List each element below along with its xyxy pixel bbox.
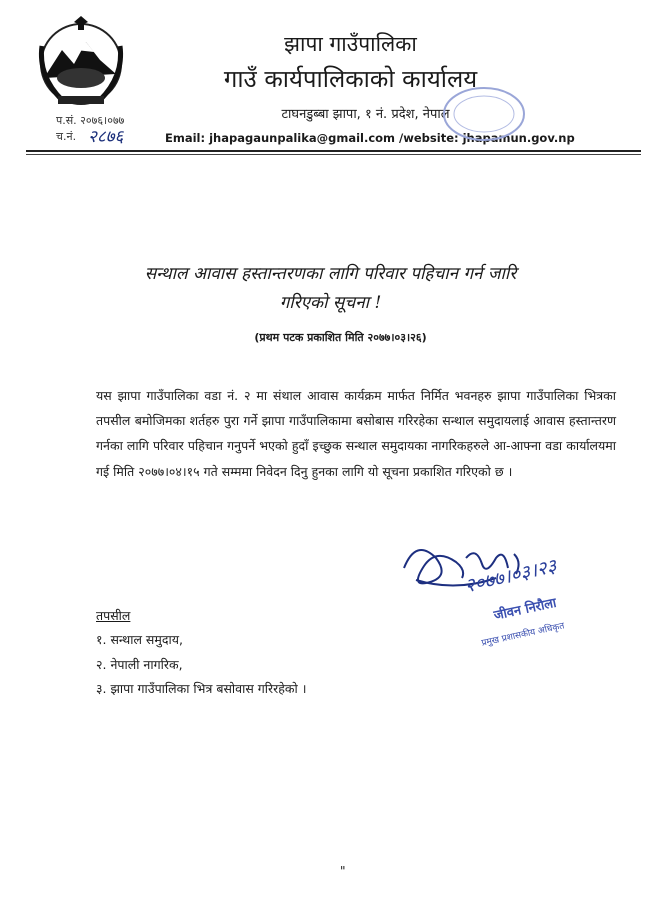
signature-date: २०७७।०३।२३ [462, 554, 559, 598]
conditions-heading: तपसील [96, 608, 131, 623]
list-item: २. नेपाली नागरिक, [96, 657, 183, 672]
office-title: गाउँ कार्यपालिकाको कार्यालय [223, 65, 478, 93]
contact-line: Email: jhapagaunpalika@gmail.com /website: jhapamun.gov.np [165, 131, 575, 145]
header-divider-thin [26, 154, 641, 155]
received-stamp-icon [440, 84, 528, 144]
dispatch-number-value: २८७६ [88, 127, 124, 147]
notice-title-line1: सन्थाल आवास हस्तान्तरणका लागि परिवार पहिचान गर्न जारि [144, 264, 517, 284]
header-divider [26, 150, 641, 152]
signatory-designation: प्रमुख प्रशासकीय अधिकृत [480, 621, 566, 649]
list-item: ३. झापा गाउँपालिका भित्र बसोवास गरिरहेको । [96, 681, 307, 696]
office-address: टाघनडुब्बा झापा, १ नं. प्रदेश, नेपाल [281, 107, 450, 122]
list-item: १. सन्थाल समुदाय, [96, 632, 183, 647]
signatory-name: जीवन निरौला [492, 595, 558, 624]
signature-icon [396, 528, 626, 668]
footer-mark: " [340, 864, 346, 878]
notice-title-line2: गरिएको सूचना ! [279, 293, 382, 313]
dispatch-number-label: च.नं. [56, 130, 77, 143]
office-name: झापा गाउँपालिका [284, 32, 417, 56]
publication-date: (प्रथम पटक प्रकाशित मिति २०७७।०३।२६) [254, 331, 427, 344]
reference-number: प.सं. २०७६।०७७ [56, 114, 125, 127]
notice-body: यस झापा गाउँपालिका वडा नं. २ मा संथाल आवास कार्यक्रम मार्फत निर्मित भवनहरु झापा गाउँपालिका भित्रका तपसील बमोजिमका शर्तहरु पुरा गर्ने झापा गाउँपालिकामा बसोबास गरिरहेका सन्थाल समुदायलाई आवास हस्तान्तरण गर्नका लागि परिवार पहिचान गनुपर्ने भएको हुदाँ इच्छुक सन्थाल समुदायका नागरिकहरुले आ-आफ्ना वडा कार्यालयमा गई मिति २०७७।०४।१५ गते सम्ममा निवेदन दिनु हुनका लागि यो सूचना प्रकाशित गरिएको छ । [96, 388, 616, 479]
